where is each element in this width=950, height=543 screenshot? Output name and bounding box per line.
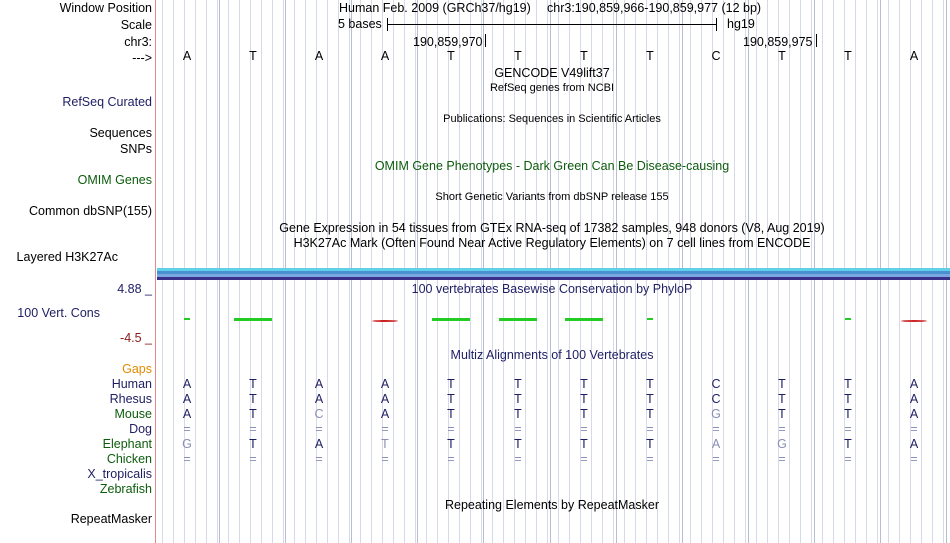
alignment-base: A (909, 407, 919, 421)
sequence-base: C (711, 49, 721, 63)
alignment-base: = (580, 452, 588, 466)
alignment-base: T (844, 377, 852, 391)
common-dbsnp-label[interactable]: Common dbSNP(155) (29, 204, 152, 218)
alignment-base: = (778, 422, 786, 436)
species-label[interactable]: Zebrafish (99, 482, 152, 496)
coord-label-1: 190,859,970 (413, 35, 483, 49)
scale-text: 5 bases (338, 17, 382, 31)
db-name: hg19 (727, 17, 755, 31)
alignment-base: = (447, 422, 455, 436)
alignment-base: A (909, 392, 919, 406)
position-range: chr3:190,859,966-190,859,977 (12 bp) (547, 1, 762, 15)
vert-cons-label[interactable]: 100 Vert. Cons (17, 306, 100, 320)
alignment-base: = (778, 452, 786, 466)
scale-bar (387, 24, 717, 25)
multiz-title[interactable]: Multiz Alignments of 100 Vertebrates (450, 348, 654, 362)
alignment-base: = (910, 452, 918, 466)
phylop-mark (845, 318, 851, 320)
chr-label: chr3: (124, 35, 152, 49)
dbsnp-title[interactable]: Short Genetic Variants from dbSNP release 155 (435, 191, 669, 203)
species-label[interactable]: Mouse (114, 407, 152, 421)
sequence-base: T (844, 49, 852, 63)
alignment-base: = (712, 422, 720, 436)
species-label[interactable]: Dog (129, 422, 152, 436)
alignment-base: T (447, 377, 455, 391)
scale-bar-right-tick (716, 18, 717, 31)
alignment-base: T (844, 437, 852, 451)
alignment-base: A (909, 437, 919, 451)
alignment-base: A (314, 392, 324, 406)
alignment-base: T (381, 437, 389, 451)
alignment-base: = (514, 452, 522, 466)
scale-label: Scale (120, 18, 152, 32)
alignment-base: T (514, 437, 522, 451)
refseq-label[interactable]: RefSeq Curated (62, 95, 152, 109)
repeatmasker-label[interactable]: RepeatMasker (70, 512, 152, 526)
alignment-base: T (447, 407, 455, 421)
alignment-base: T (646, 437, 654, 451)
alignment-base: A (380, 377, 390, 391)
coord-tick-2 (816, 34, 817, 47)
species-label[interactable]: Rhesus (109, 392, 152, 406)
alignment-base: T (447, 392, 455, 406)
alignment-base: T (778, 377, 786, 391)
alignment-base: A (314, 377, 324, 391)
alignment-base: A (314, 437, 324, 451)
alignment-base: C (314, 407, 324, 421)
alignment-base: = (183, 422, 191, 436)
alignment-base: = (514, 422, 522, 436)
species-label[interactable]: Elephant (102, 437, 152, 451)
species-label[interactable]: Human (111, 377, 152, 391)
alignment-base: T (580, 392, 588, 406)
phylop-mark (565, 318, 603, 321)
alignment-base: A (909, 377, 919, 391)
alignment-base: = (249, 452, 257, 466)
alignment-base: G (777, 437, 787, 451)
window-position-label: Window Position (59, 1, 152, 15)
alignment-base: T (580, 437, 588, 451)
alignment-base: T (778, 407, 786, 421)
alignment-base: = (381, 452, 389, 466)
alignment-base: C (711, 377, 721, 391)
sequence-base: T (447, 49, 455, 63)
alignment-base: = (844, 452, 852, 466)
sequences-label[interactable]: Sequences (89, 126, 152, 140)
phylop-mark (499, 318, 537, 321)
alignment-base: T (646, 377, 654, 391)
alignment-base: C (711, 392, 721, 406)
band-dark (157, 277, 950, 280)
phylop-title[interactable]: 100 vertebrates Basewise Conservation by PhyloP (411, 282, 693, 296)
alignment-base: = (580, 422, 588, 436)
alignment-base: G (711, 407, 721, 421)
publications-title[interactable]: Publications: Sequences in Scientific Articles (443, 113, 661, 125)
alignment-base: T (778, 392, 786, 406)
coord-tick-1 (485, 34, 486, 47)
alignment-base: A (711, 437, 721, 451)
sequence-base: A (380, 49, 390, 63)
coord-label-2: 190,859,975 (743, 35, 813, 49)
alignment-base: = (910, 422, 918, 436)
alignment-base: A (380, 392, 390, 406)
phylop-mark (184, 318, 190, 320)
omim-title[interactable]: OMIM Gene Phenotypes - Dark Green Can Be Disease-causing (374, 159, 730, 173)
alignment-base: = (646, 422, 654, 436)
alignment-base: T (646, 407, 654, 421)
alignment-base: T (844, 407, 852, 421)
alignment-base: T (249, 407, 257, 421)
alignment-base: = (447, 452, 455, 466)
alignment-base: G (182, 437, 192, 451)
sequence-base: T (249, 49, 257, 63)
sequence-base: T (778, 49, 786, 63)
alignment-base: = (315, 452, 323, 466)
phylop-min-label: -4.5 _ (120, 331, 152, 345)
sequence-base: T (580, 49, 588, 63)
alignment-base: T (580, 407, 588, 421)
h3k27ac-title[interactable]: H3K27Ac Mark (Often Found Near Active Regulatory Elements) on 7 cell lines from ENCODE (293, 236, 811, 250)
alignment-base: = (712, 452, 720, 466)
phylop-mark (432, 318, 470, 321)
alignment-base: T (249, 377, 257, 391)
sequence-base: A (909, 49, 919, 63)
species-label[interactable]: Chicken (106, 452, 152, 466)
sequence-base: T (646, 49, 654, 63)
species-label[interactable]: X_tropicalis (87, 467, 152, 481)
alignment-base: = (183, 452, 191, 466)
alignment-base: T (514, 377, 522, 391)
phylop-mark (234, 318, 272, 321)
assembly-title: Human Feb. 2009 (GRCh37/hg19) (339, 1, 531, 15)
sequence-base: A (182, 49, 192, 63)
layered-h3k27ac-label[interactable]: Layered H3K27Ac (16, 250, 118, 264)
repeatmasker-title[interactable]: Repeating Elements by RepeatMasker (444, 498, 660, 512)
gtex-title[interactable]: Gene Expression in 54 tissues from GTEx RNA-seq of 17382 samples, 948 donors (V8, Aug 2019) (279, 221, 825, 235)
alignment-base: T (249, 392, 257, 406)
gaps-label[interactable]: Gaps (122, 362, 152, 376)
alignment-base: = (249, 422, 257, 436)
alignment-base: = (315, 422, 323, 436)
alignment-base: T (580, 377, 588, 391)
alignment-base: = (844, 422, 852, 436)
gencode-title[interactable]: GENCODE V49lift37 (494, 66, 610, 80)
label-separator (155, 0, 156, 543)
refseq-title[interactable]: RefSeq genes from NCBI (489, 82, 615, 94)
alignment-base: T (514, 407, 522, 421)
phylop-mark (372, 320, 398, 322)
alignment-base: T (844, 392, 852, 406)
alignment-base: A (182, 407, 192, 421)
alignment-base: T (249, 437, 257, 451)
alignment-base: T (514, 392, 522, 406)
strand-label[interactable]: ---> (132, 51, 152, 65)
sequence-base: T (514, 49, 522, 63)
phylop-max-label: 4.88 _ (117, 282, 152, 296)
alignment-base: = (381, 422, 389, 436)
omim-genes-label[interactable]: OMIM Genes (77, 173, 152, 187)
alignment-base: = (646, 452, 654, 466)
alignment-base: A (182, 392, 192, 406)
scale-bar-left-tick (387, 18, 388, 31)
sequence-base: A (314, 49, 324, 63)
h3k27ac-signal-bands[interactable] (157, 268, 950, 280)
alignment-base: A (380, 407, 390, 421)
alignment-base: T (646, 392, 654, 406)
phylop-mark (901, 320, 927, 322)
phylop-mark (647, 318, 653, 320)
snps-label[interactable]: SNPs (120, 142, 152, 156)
alignment-base: T (447, 437, 455, 451)
alignment-base: A (182, 377, 192, 391)
